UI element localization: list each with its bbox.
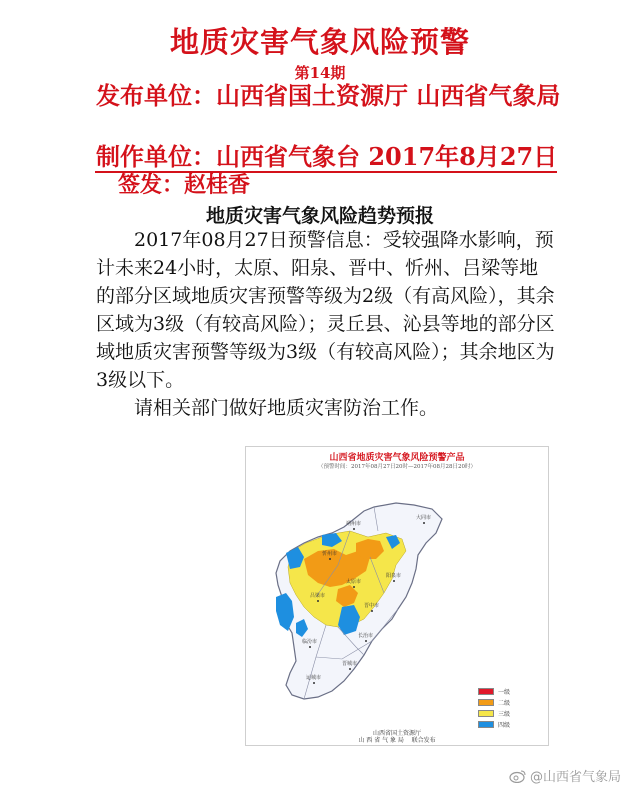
city-label: 运城市 [306, 675, 322, 681]
city-label: 晋中市 [364, 603, 380, 609]
map-footer-right: 联合发布 [411, 737, 436, 744]
city-dot [313, 682, 315, 684]
city-label: 大同市 [416, 515, 432, 521]
city-dot [309, 646, 311, 648]
watermark-text: @山西省气象局 [530, 770, 622, 785]
map-footer-line2: 山 西 省 气 象 局 [358, 737, 404, 744]
page-title: 地质灾害气象风险预警 [169, 25, 470, 59]
body-paragraph-1: 2017年08月27日预警信息：受较强降水影响，预计未来24小时，太原、阳泉、晋中、忻州、吕梁等地的部分区域地质灾害预警等级为2级（有高风险），其余区域为3级（有较高风险）；灵丘县、沁县等地的部分区域地质灾害预警等级为3级（有较高风险）；其余地区为3级以下。 [96, 229, 555, 391]
city-dot [423, 522, 425, 524]
city-dot [353, 528, 355, 530]
city-label: 朔州市 [346, 521, 362, 527]
maker-line: 制作单位：山西省气象台 2017年8月27日 [96, 142, 558, 171]
map-footer-line1: 山西省国土资源厅 [372, 730, 421, 737]
city-dot [353, 586, 355, 588]
map-title: 山西省地质灾害气象风险预警产品 [329, 453, 465, 463]
city-label: 吕梁市 [310, 593, 326, 599]
legend-swatch [478, 721, 494, 728]
city-dot [365, 640, 367, 642]
signer-line: 签发：赵桂香 [118, 172, 251, 198]
section-subtitle: 地质灾害气象风险趋势预报 [205, 205, 434, 227]
map-subtitle: （预警时间：2017年08月27日20时—2017年08月28日20时） [318, 464, 476, 470]
legend-label: 四级 [498, 722, 511, 729]
city-label: 长治市 [358, 633, 374, 639]
legend-swatch [478, 688, 494, 695]
legend-item [478, 720, 538, 729]
legend-label: 一级 [498, 689, 511, 696]
map-legend [478, 687, 538, 731]
publisher-line: 发布单位：山西省国土资源厅 山西省气象局 [96, 81, 561, 110]
legend-label: 二级 [498, 700, 511, 707]
city-label: 忻州市 [322, 551, 338, 557]
legend-label: 三级 [498, 711, 511, 718]
legend-item [478, 709, 538, 718]
issue-number: 第14期 [294, 64, 346, 82]
legend-swatch [478, 699, 494, 706]
weibo-icon [509, 769, 527, 783]
body-paragraph-2: 请相关部门做好地质灾害防治工作。 [134, 397, 439, 419]
city-dot [371, 610, 373, 612]
map-footer [246, 730, 548, 744]
legend-swatch [478, 710, 494, 717]
body-text [96, 226, 556, 422]
legend-item [478, 698, 538, 707]
weibo-watermark [509, 766, 621, 785]
city-label: 临汾市 [302, 639, 318, 645]
city-label: 太原市 [346, 579, 362, 585]
map-footer-line2-row [246, 737, 548, 744]
city-dot [317, 600, 319, 602]
city-dot [329, 558, 331, 560]
warning-map [245, 446, 549, 746]
city-dot [349, 668, 351, 670]
city-dot [393, 580, 395, 582]
city-label: 阳泉市 [386, 573, 402, 579]
city-label: 晋城市 [342, 661, 358, 667]
legend-item [478, 687, 538, 696]
